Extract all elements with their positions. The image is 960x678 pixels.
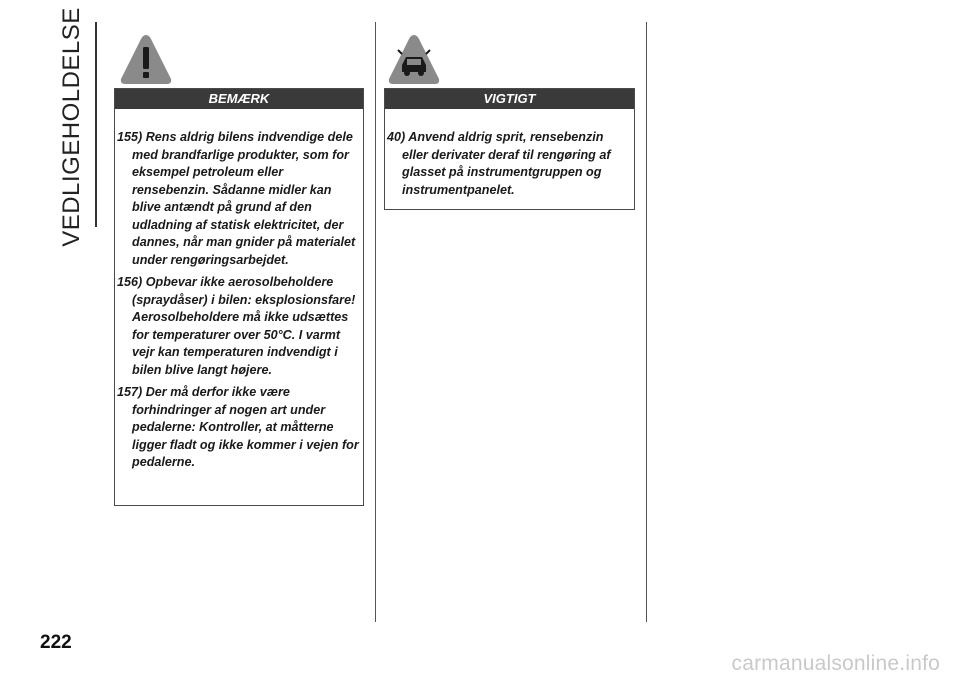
column-divider bbox=[375, 22, 376, 622]
warning-triangle-icon bbox=[118, 32, 174, 88]
notice-item: 155) Rens aldrig bilens indvendige dele med brandfarlige produkter, som for eksempel petroleum eller rensebenzin. Sådanne midler kan blive antændt på grund af den udladning af statisk elektricitet, der dannes, når man gnider på materialet under rengøringsarbejdet. bbox=[117, 130, 356, 267]
important-header: VIGTIGT bbox=[385, 89, 634, 109]
notice-header: BEMÆRK bbox=[115, 89, 363, 109]
watermark: carmanualsonline.info bbox=[731, 652, 940, 675]
notice-item: 156) Opbevar ikke aerosolbeholdere (spraydåser) i bilen: eksplosionsfare! Aerosolbeholdere må ikke udsættes for temperaturer over 50°C. I varmt vejr kan temperaturen indvendigt i bilen blive langt højere. bbox=[117, 275, 356, 377]
section-title: VEDLIGEHOLDELSE bbox=[58, 7, 85, 247]
important-box bbox=[384, 88, 635, 210]
page-number: 222 bbox=[40, 632, 72, 653]
notice-item: 157) Der må derfor ikke være forhindringer af nogen art under pedalerne: Kontroller, at måtterne ligger fladt og ikke kommer i vejen for pedalerne. bbox=[117, 385, 359, 469]
notice-box bbox=[114, 88, 364, 506]
important-item: 40) Anvend aldrig sprit, rensebenzin eller derivater deraf til rengøring af glasset på instrumentgruppen og instrumentpanelet. bbox=[387, 130, 611, 197]
section-title-rule bbox=[95, 22, 97, 227]
column-divider bbox=[646, 22, 647, 622]
car-warning-icon bbox=[386, 32, 442, 88]
